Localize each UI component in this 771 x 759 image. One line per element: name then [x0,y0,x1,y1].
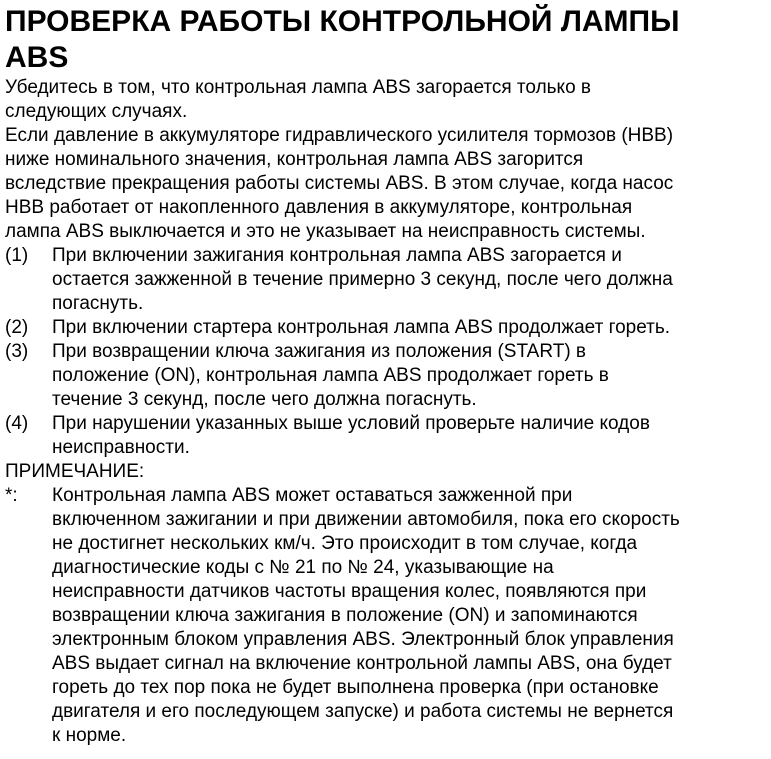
note-marker: *: [5,485,18,506]
text-line: ниже номинального значения, контрольная лампа ABS загорится [5,149,584,170]
list-item [5,412,771,460]
text-line: к норме. [52,725,127,746]
list-item-text [52,412,771,460]
check-list [5,244,771,460]
title-line: ABS [5,41,69,74]
list-item-text [52,340,771,412]
text-line: При нарушении указанных выше условий проверьте наличие кодов [52,413,650,434]
text-line: не достигнет нескольких км/ч. Это происходит в том случае, когда [52,533,638,554]
text-line: электронным блоком управления ABS. Электронный блок управления [52,629,674,650]
list-number: (1) [5,245,29,266]
text-line: положение (ON), контрольная лампа ABS продолжает гореть в [52,365,609,386]
text-line: неисправности датчиков частоты вращения колес, появляются при [52,581,647,602]
list-item-text [52,316,771,340]
list-item [5,316,771,340]
list-number: (2) [5,317,29,338]
text-line: остается зажженной в течение примерно 3 секунд, после чего должна [52,269,673,290]
text-line: Контрольная лампа ABS может оставаться зажженной при [52,485,573,506]
text-line: погаснуть. [52,293,144,314]
text-line: Если давление в аккумуляторе гидравлического усилителя тормозов (НВВ) [5,125,674,146]
list-number: (3) [5,341,29,362]
text-line: гореть до тех пор пока не будет выполнена проверка (при остановке [52,677,659,698]
text-line: Убедитесь в том, что контрольная лампа ABS загорается только в [5,77,592,98]
page-title [5,4,771,76]
text-line: ABS выдает сигнал на включение контрольной лампы ABS, она будет [52,653,672,674]
note-heading: ПРИМЕЧАНИЕ: [5,461,145,482]
note-item [5,484,771,748]
text-line: двигателя и его последующем запуске) и работа системы не вернется [52,701,674,722]
text-line: При включении зажигания контрольная лампа ABS загорается и [52,245,622,266]
list-item [5,244,771,316]
text-line: включенном зажигании и при движении автомобиля, пока его скорость [52,509,680,530]
text-line: диагностические коды с № 21 по № 24, указывающие на [52,557,554,578]
text-line: При включении стартера контрольная лампа ABS продолжает гореть. [52,317,671,338]
text-line: неисправности. [52,437,190,458]
list-number: (4) [5,413,29,434]
text-line: При возвращении ключа зажигания из положения (START) в [52,341,587,362]
text-line: течение 3 секунд, после чего должна погаснуть. [52,389,477,410]
list-item-text [52,244,771,316]
intro-paragraph [5,76,771,244]
note-text [52,484,771,748]
text-line: вследствие прекращения работы системы ABS. В этом случае, когда насос [5,173,674,194]
text-line: лампа ABS выключается и это не указывает на неисправность системы. [5,221,646,242]
list-item [5,340,771,412]
title-line: ПРОВЕРКА РАБОТЫ КОНТРОЛЬНОЙ ЛАМПЫ [5,5,680,38]
text-line: следующих случаях. [5,101,188,122]
text-line: НВВ работает от накопленного давления в аккумуляторе, контрольная [5,197,633,218]
text-line: возвращении ключа зажигания в положение (ON) и запоминаются [52,605,638,626]
